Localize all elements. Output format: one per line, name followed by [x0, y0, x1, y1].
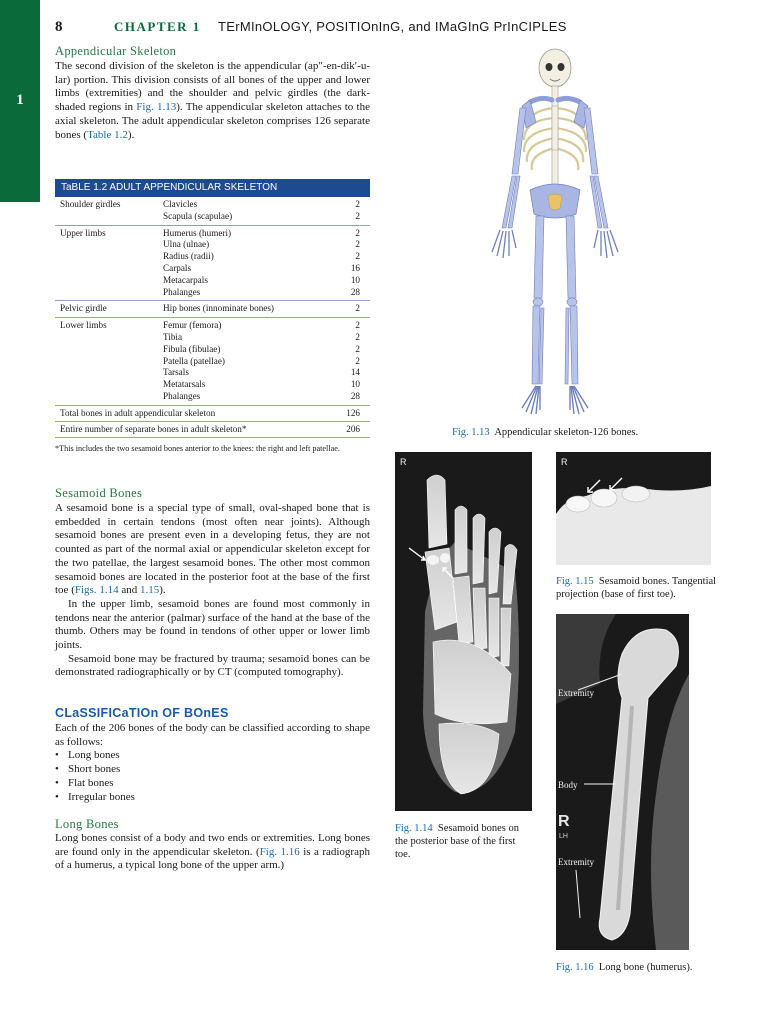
fig-1-14-link[interactable]: Figs. 1.14: [74, 584, 119, 597]
table-row: [163, 320, 370, 332]
bone-count: 2: [355, 251, 360, 262]
table-group: [55, 226, 370, 302]
entire-count: 206: [346, 423, 360, 434]
total-count: 126: [346, 407, 360, 418]
table-group-name: Upper limbs: [60, 227, 106, 238]
table-row: [163, 303, 370, 315]
bone-name: Humerus (humeri): [163, 227, 232, 238]
fig-1-13-caption: Fig. 1.13 Appendicular skeleton-126 bones.: [452, 427, 639, 438]
table-group: [55, 197, 370, 226]
table-row: [163, 228, 370, 240]
bone-name: Fibula (fibulae): [163, 343, 221, 354]
bone-count: 2: [355, 355, 360, 366]
long-bones-paragraph: Long bones consist of a body and two ends or extremities. Long bones are found only in the appendicular skeleton. (Fig. 1.16 is a radiograph of a humerus, a typical long bone of the upper arm.): [55, 832, 370, 872]
bone-count: 10: [350, 274, 360, 285]
bone-name: Ulna (ulnae): [163, 239, 210, 250]
table-group-items: [163, 303, 370, 315]
entire-label: Entire number of separate bones in adult skeleton*: [60, 423, 247, 434]
sesamoid-paragraph-3: Sesamoid bone may be fractured by trauma; sesamoid bones can be demonstrated radiographically or by CT (computed tomography).: [55, 652, 370, 679]
label-extremity-top: Extremity: [558, 688, 594, 698]
bone-shape-list: [55, 749, 370, 804]
table-header: TaBLE 1.2 ADULT APPENDICULAR SKELETON: [55, 179, 370, 197]
bone-name: Metacarpals: [163, 274, 208, 285]
bone-count: 2: [355, 343, 360, 354]
table-row: [163, 263, 370, 275]
table-appendicular-skeleton: [55, 179, 370, 454]
table-group-name: Shoulder girdles: [60, 199, 121, 209]
bone-count: 10: [350, 379, 360, 390]
table-group-items: [163, 320, 370, 403]
table-total-row: [55, 406, 370, 422]
radiograph-marker: R: [400, 457, 407, 467]
table-group: [55, 318, 370, 406]
bone-name: Clavicles: [163, 199, 198, 209]
classification-intro: Each of the 206 bones of the body can be classified according to shape as follows:: [55, 722, 370, 748]
fig-1-15-link[interactable]: 1.15: [139, 584, 160, 597]
skeleton-illustration: [470, 48, 640, 420]
fig-1-14-caption: Fig. 1.14 Sesamoid bones on the posterior base of the first toe.: [395, 823, 519, 860]
bone-count: 2: [355, 331, 360, 342]
sesamoid-paragraph-1: A sesamoid bone is a special type of small, oval-shaped bone that is embedded in certain tendons (most often near joints). Although sesamoid bones are present even in a developing fetus, they are not counted as part of the normal axial or appendicular skeleton except for the two patellae, the largest sesamoid bones. The other most common sesamoid bones are located in the posterior foot at the base of the first toe (Figs. 1.14 and 1.15).: [55, 502, 370, 597]
bone-name: Phalanges: [163, 286, 201, 297]
table-group: [55, 301, 370, 318]
chapter-tab-number: 1: [16, 92, 24, 108]
table-group-items: [163, 228, 370, 299]
sesamoid-body: [55, 502, 370, 680]
list-item: • Long bones: [55, 749, 370, 763]
table-row: [163, 367, 370, 379]
bone-count: 16: [350, 262, 360, 273]
bone-name: Tibia: [163, 331, 183, 342]
radiograph-marker: R: [561, 457, 568, 467]
table-group-items: [163, 199, 370, 223]
bone-count: 2: [355, 239, 360, 250]
label-body: Body: [558, 780, 578, 790]
total-label: Total bones in adult appendicular skeleton: [60, 407, 216, 418]
table-1-2-link[interactable]: Table 1.2: [87, 128, 128, 141]
table-row: [163, 239, 370, 251]
table-row: [163, 211, 370, 223]
sesamoid-paragraph-2: In the upper limb, sesamoid bones are found most commonly in tendons near the anterior (palmar) surface of the hand at the base of the thumb. Others may be found in tendons of other upper or lower limb joints.: [55, 597, 370, 652]
table-row: [163, 379, 370, 391]
table-footnote: *This includes the two sesamoid bones anterior to the knees: the right and left patellae.: [55, 443, 340, 453]
bone-name: Scapula (scapulae): [163, 210, 233, 221]
list-item: • Short bones: [55, 763, 370, 777]
running-title: TErMInOLOGY, POSITIOnInG, and IMaGInG PrInCIPLES: [218, 19, 567, 34]
bone-count: 2: [355, 320, 360, 331]
table-row: [163, 356, 370, 368]
list-item: • Flat bones: [55, 777, 370, 791]
bone-name: Tarsals: [163, 367, 189, 378]
bone-count: 2: [355, 303, 360, 314]
radiograph-marker-sub: LH: [559, 833, 568, 840]
table-row: [163, 344, 370, 356]
foot-bones-image: [395, 452, 532, 811]
fig-1-15-caption: Fig. 1.15 Sesamoid bones. Tangential projection (base of first toe).: [556, 576, 717, 600]
bone-name: Carpals: [163, 262, 192, 273]
classification-body: [55, 722, 370, 804]
list-item: • Irregular bones: [55, 791, 370, 805]
humerus-radiograph: [556, 614, 689, 950]
bone-name: Phalanges: [163, 390, 201, 401]
table-body: [55, 197, 370, 406]
appendicular-heading: Appendicular Skeleton: [55, 44, 177, 58]
bone-count: 14: [350, 367, 360, 378]
radiograph-marker: R: [558, 813, 570, 830]
table-row: [163, 199, 370, 211]
bone-name: Femur (femora): [163, 320, 222, 331]
bone-name: Metatarsals: [163, 379, 206, 390]
fig-1-13-link[interactable]: Fig. 1.13: [136, 101, 177, 114]
page-number: 8: [55, 19, 63, 35]
bone-name: Radius (radii): [163, 251, 214, 262]
bone-count: 28: [350, 390, 360, 401]
table-row: [163, 332, 370, 344]
foot-radiograph: [395, 452, 532, 811]
table-group-name: Pelvic girdle: [60, 303, 107, 314]
table-row: [163, 275, 370, 287]
appendicular-paragraph: The second division of the skeleton is the appendicular (ap″-en-dik′-u-lar) portion. This division consists of all bones of the upper and lower limbs (extremities) and the shoulder and pelvic girdles (the dark-shaded regions in Fig. 1.13). The appendicular skeleton attaches to the axial skeleton. The adult appendicular skeleton comprises 126 separate bones (Table 1.2).: [55, 60, 370, 141]
bone-name: Patella (patellae): [163, 355, 225, 366]
table-entire-row: [55, 422, 370, 438]
bone-count: 2: [355, 210, 360, 221]
table-row: [163, 251, 370, 263]
classification-heading: CLaSSIFICaTIOn OF BOnES: [55, 706, 229, 720]
bone-count: 2: [355, 199, 360, 209]
fig-1-16-caption: Fig. 1.16 Long bone (humerus).: [556, 962, 693, 973]
chapter-label: CHAPTER 1: [114, 19, 201, 34]
sesamoid-heading: Sesamoid Bones: [55, 486, 143, 500]
table-group-name: Lower limbs: [60, 320, 107, 331]
tangential-bones-image: [556, 452, 711, 565]
bone-count: 28: [350, 286, 360, 297]
table-row: [163, 391, 370, 403]
tangential-radiograph: [556, 452, 711, 565]
annotation-leader-lines: [556, 614, 689, 950]
bone-count: 2: [355, 227, 360, 238]
label-extremity-bottom: Extremity: [558, 857, 594, 867]
bone-name: Hip bones (innominate bones): [163, 303, 274, 314]
fig-1-16-link[interactable]: Fig. 1.16: [259, 845, 300, 858]
long-bones-heading: Long Bones: [55, 817, 119, 831]
table-row: [163, 287, 370, 299]
